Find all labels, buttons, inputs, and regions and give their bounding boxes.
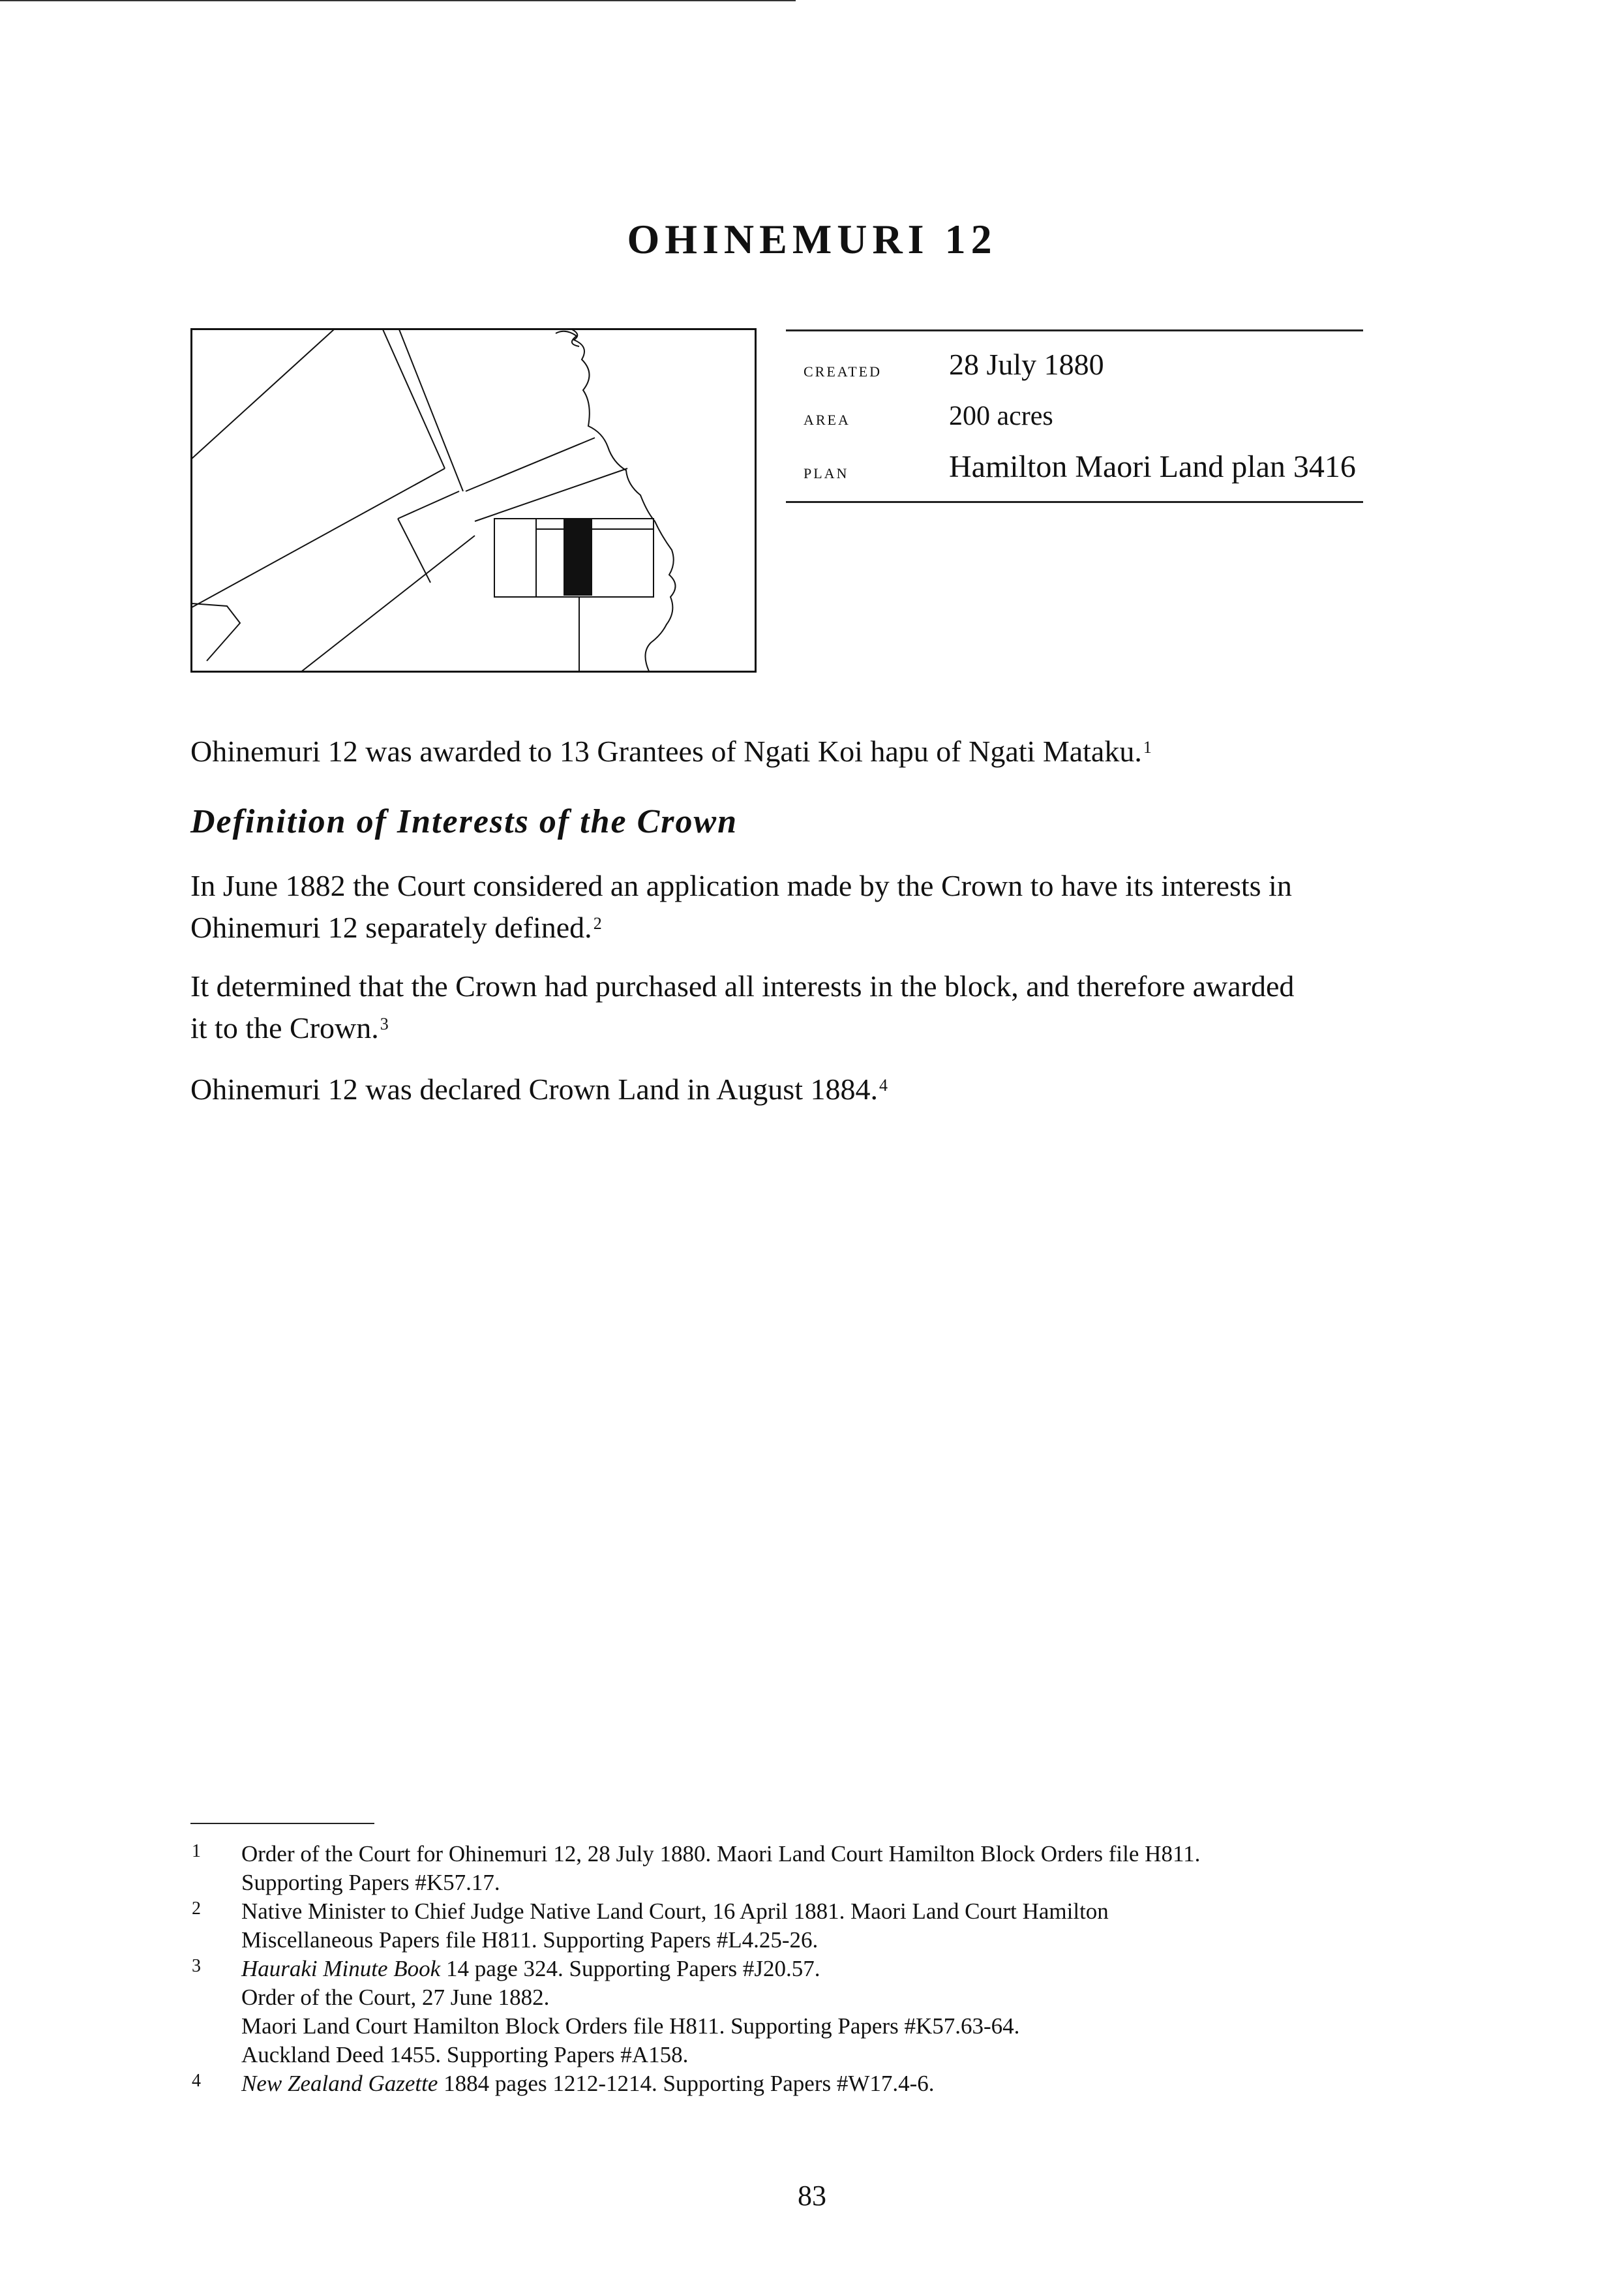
- para3-text: Ohinemuri 12 was declared Crown Land in August 1884.: [190, 1073, 878, 1106]
- paragraph-court-application: [190, 865, 1364, 949]
- footnote-source-detail: 14 page 324. Supporting Papers #J20.57.: [440, 1956, 820, 1981]
- footnote-number: 2: [192, 1898, 201, 1919]
- footnote-ref-4: 4: [879, 1076, 888, 1095]
- intro-text: Ohinemuri 12 was awarded to 13 Grantees of Ngati Koi hapu of Ngati Mataku.: [190, 735, 1142, 768]
- footnote-line: Supporting Papers #K57.17.: [241, 1870, 500, 1895]
- footnote-line: Maori Land Court Hamilton Block Orders file H811. Supporting Papers #K57.63-64.: [241, 2013, 1020, 2039]
- area-label: area: [804, 406, 850, 429]
- footnote-source-detail: 1884 pages 1212-1214. Supporting Papers #W17.4-6.: [438, 2071, 935, 2096]
- para1-line1: In June 1882 the Court considered an application made by the Crown to have its interests in: [190, 869, 1292, 902]
- footnote-3: [190, 1955, 1430, 2069]
- map-drawing: [190, 328, 757, 673]
- paragraph-determination: [190, 966, 1364, 1049]
- plan-value: Hamilton Maori Land plan 3416: [949, 450, 1356, 484]
- footnote-line: [241, 2069, 1430, 2098]
- section-heading: Definition of Interests of the Crown: [190, 803, 738, 840]
- created-label: created: [804, 358, 882, 381]
- page-number: 83: [798, 2180, 826, 2212]
- footnote-1: [190, 1840, 1430, 1897]
- block-location-map: [190, 328, 757, 673]
- plan-label: plan: [804, 459, 849, 483]
- created-value: 28 July 1880: [949, 348, 1104, 381]
- paragraph-crown-land: [190, 1069, 1364, 1110]
- footnote-line: Auckland Deed 1455. Supporting Papers #A158.: [241, 2042, 689, 2067]
- highlighted-block-ohinemuri-12: [564, 519, 592, 596]
- footnotes: [190, 1840, 1430, 2098]
- footnote-source-title: Hauraki Minute Book: [241, 1956, 441, 1981]
- footnote-ref-1: 1: [1143, 738, 1152, 757]
- footnote-ref-2: 2: [593, 914, 602, 933]
- footnote-source-title: New Zealand Gazette: [241, 2071, 438, 2096]
- footnote-separator: [190, 1823, 374, 1824]
- page-top-edge: [0, 0, 796, 1]
- footnote-number: 1: [192, 1841, 201, 1861]
- para1-line2: Ohinemuri 12 separately defined.: [190, 911, 592, 944]
- footnote-line: Miscellaneous Papers file H811. Supporting Papers #L4.25-26.: [241, 1927, 819, 1953]
- area-value: 200 acres: [949, 401, 1053, 431]
- footnote-number: 3: [192, 1956, 201, 1976]
- block-info-table: [786, 329, 1363, 503]
- intro-paragraph: [190, 731, 1364, 772]
- footnote-line: Order of the Court for Ohinemuri 12, 28 July 1880. Maori Land Court Hamilton Block Orders file H811.: [241, 1841, 1201, 1867]
- footnote-4: [190, 2069, 1430, 2098]
- page-title: OHINEMURI 12: [627, 216, 997, 262]
- para2-line1: It determined that the Crown had purchased all interests in the block, and therefore awarded: [190, 969, 1295, 1003]
- footnote-line: [241, 1955, 1430, 1983]
- footnote-ref-3: 3: [380, 1014, 389, 1033]
- footnote-2: [190, 1897, 1430, 1955]
- footnote-line: Order of the Court, 27 June 1882.: [241, 1985, 550, 2010]
- footnote-number: 4: [192, 2071, 201, 2091]
- footnote-line: Native Minister to Chief Judge Native Land Court, 16 April 1881. Maori Land Court Hamilton: [241, 1898, 1109, 1924]
- para2-line2: it to the Crown.: [190, 1011, 379, 1044]
